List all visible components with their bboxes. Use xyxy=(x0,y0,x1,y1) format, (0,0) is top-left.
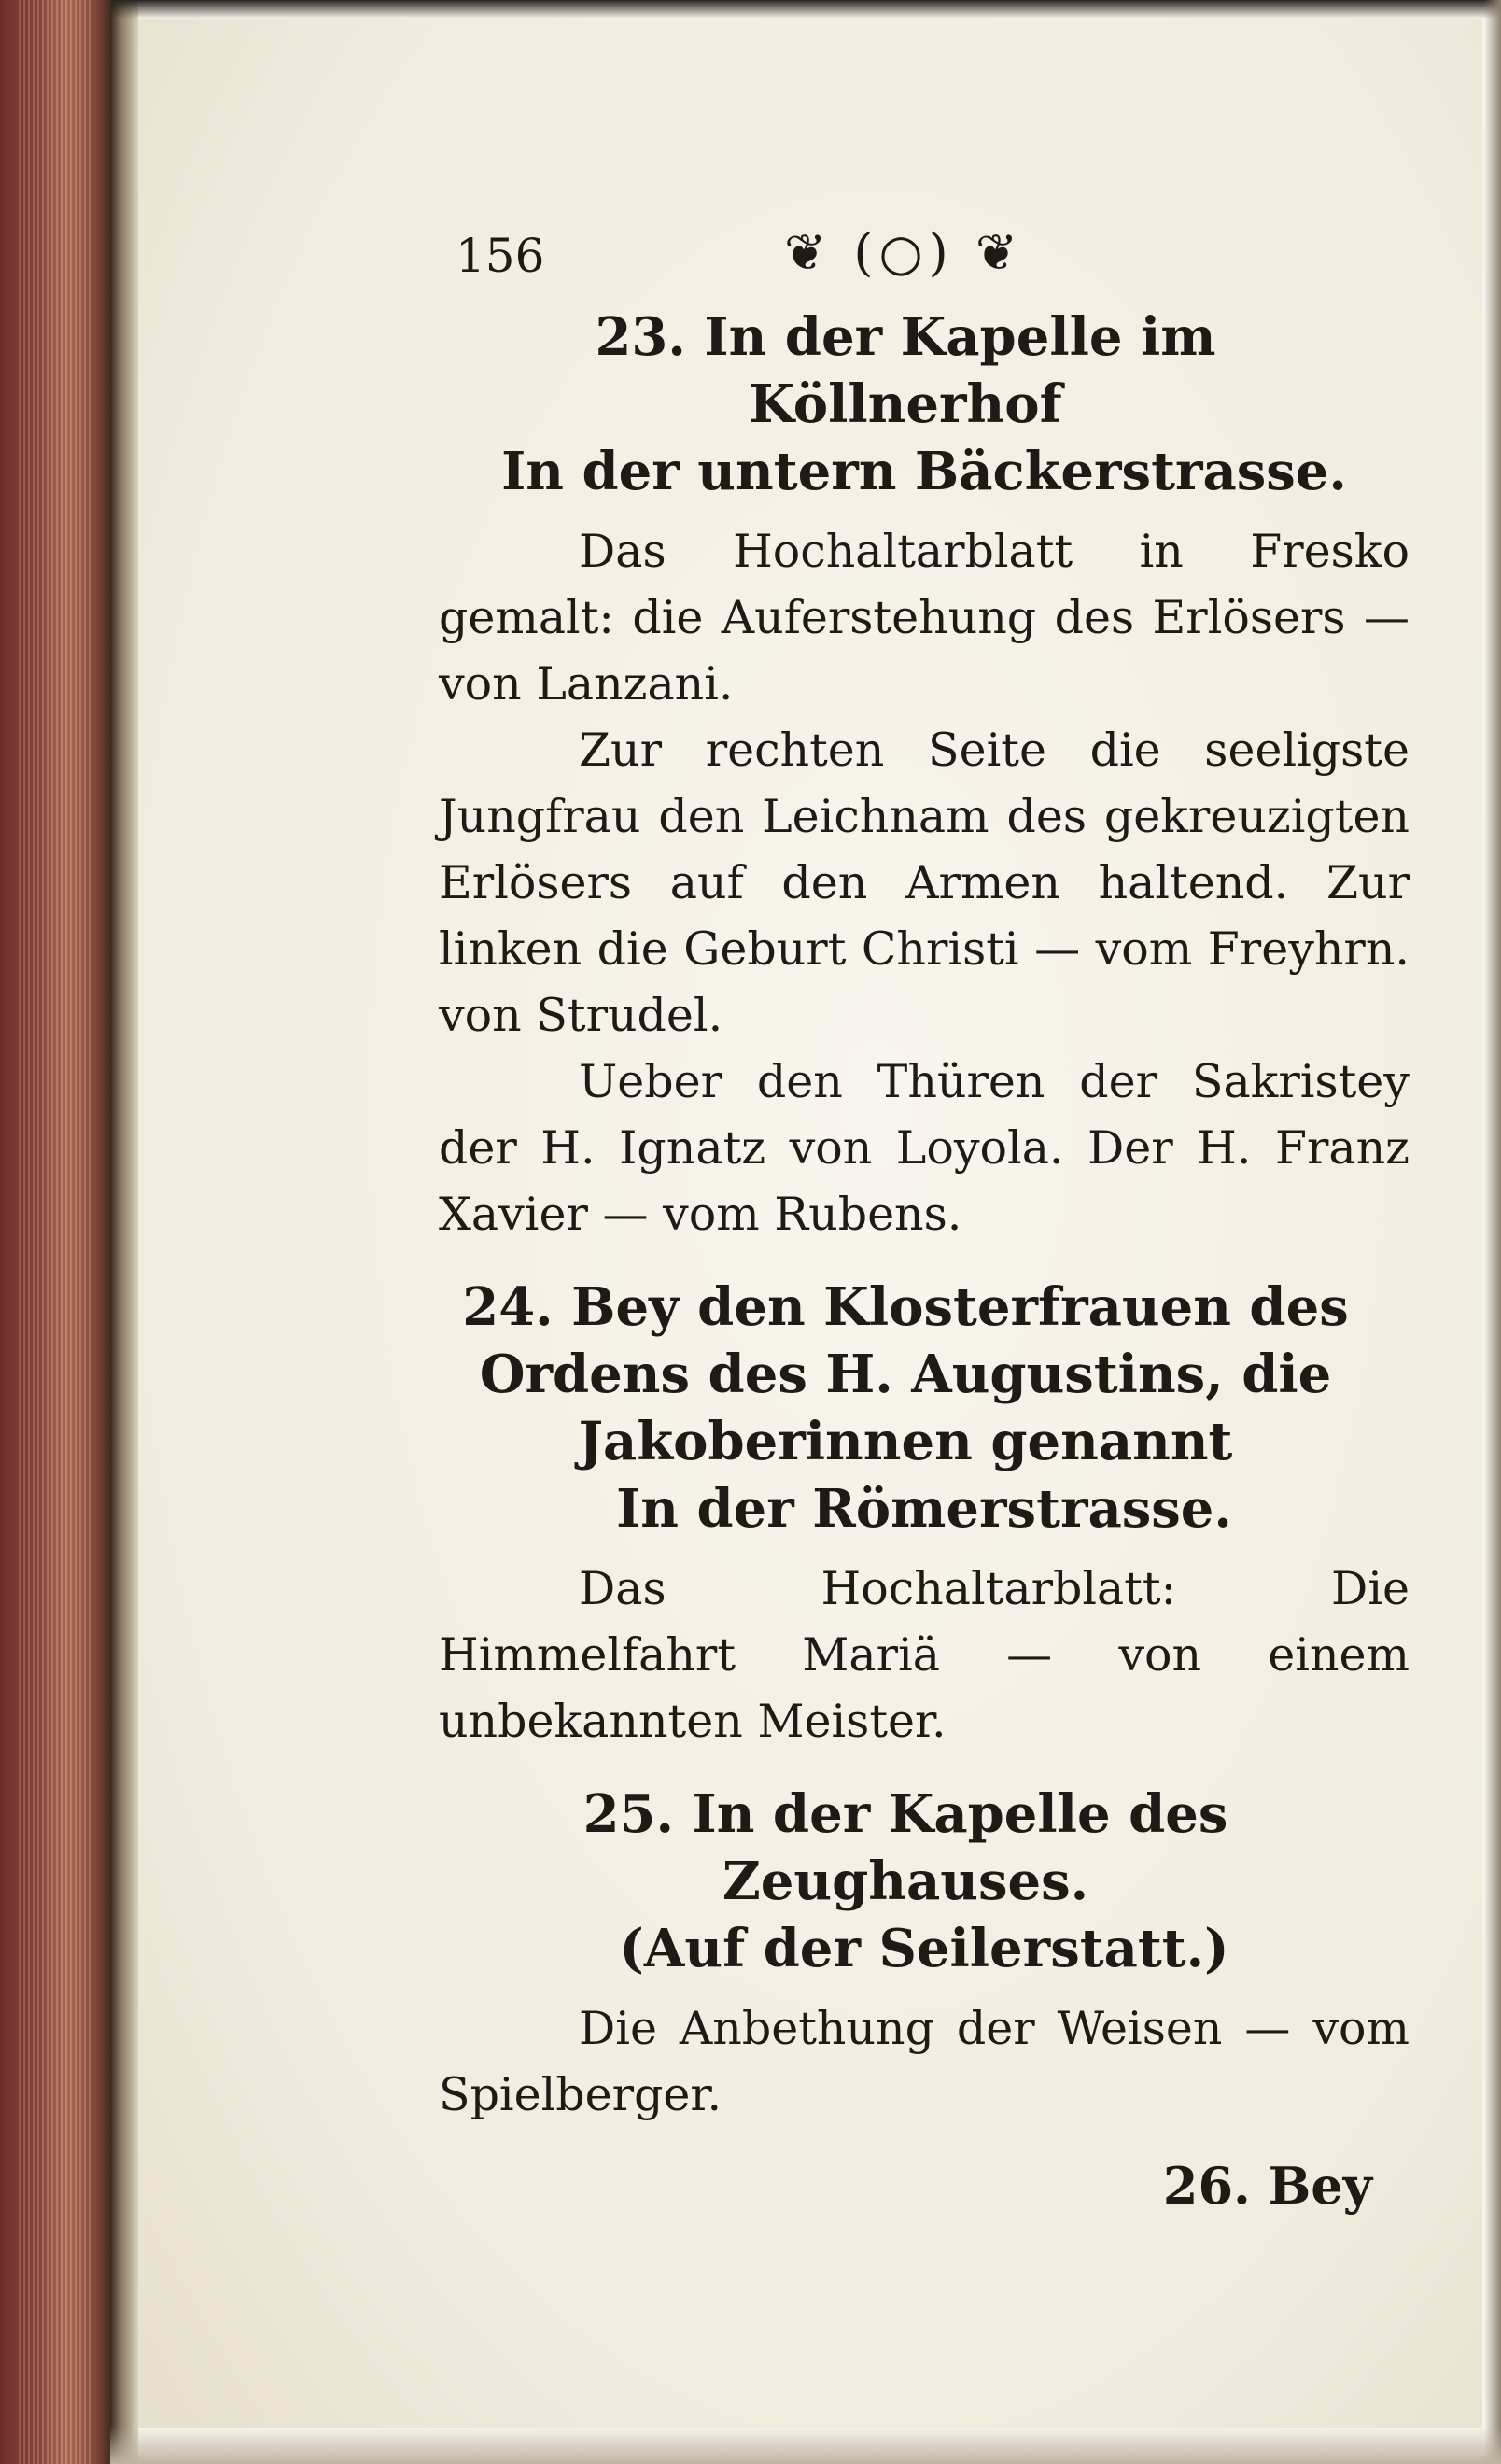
section-24 xyxy=(439,1274,1410,1754)
paragraph: Das Hochaltarblatt: Die Himmelfahrt Mariä — von einem unbekannten Meister. xyxy=(439,1562,1410,1748)
section-heading: 23. In der Kapelle im Köllnerhof xyxy=(595,306,1216,435)
section-subheading: In der untern Bäckerstrasse. xyxy=(501,441,1347,502)
page-text-block xyxy=(439,219,1410,2216)
page-block-stripes xyxy=(19,0,93,2464)
paragraph: Ueber den Thüren der Sakristey der H. Ignatz von Loyola. Der H. Franz Xavier — vom Rubens. xyxy=(439,1055,1410,1241)
section-25 xyxy=(439,1781,1410,2128)
catchword: 26. Bey xyxy=(1162,2156,1372,2216)
section-gap xyxy=(439,1754,1410,1781)
running-head xyxy=(439,219,1410,303)
gutter-shadow xyxy=(110,0,138,2464)
page-number: 156 xyxy=(456,229,545,283)
section-23 xyxy=(439,303,1410,1247)
paragraph: Das Hochaltarblatt in Fresko gemalt: die Auferstehung des Erlösers — von Lanzani. xyxy=(439,525,1410,711)
section-heading: 24. Bey den Klosterfrauen des Ordens des H. Augustins, die Jakoberinnen genannt xyxy=(462,1276,1349,1472)
section-gap xyxy=(439,1247,1410,1274)
top-shadow xyxy=(110,0,1501,19)
header-ornament: ❦ (○) ❦ xyxy=(784,223,1024,282)
section-subheading: In der Römerstrasse. xyxy=(616,1478,1232,1540)
section-heading: 25. In der Kapelle des Zeughauses. xyxy=(582,1783,1228,1912)
section-subheading: (Auf der Seilerstatt.) xyxy=(619,1918,1229,1979)
bottom-shadow xyxy=(110,2427,1501,2464)
paragraph: Zur rechten Seite die seeligste Jungfrau den Leichnam des gekreuzigten Erlösers auf den Armen haltend. Zur linken die Geburt Christi — vom Freyhrn. von Strudel. xyxy=(439,724,1410,1042)
right-shadow xyxy=(1484,0,1501,2464)
paragraph: Die Anbethung der Weisen — vom Spielberger. xyxy=(439,2002,1410,2121)
